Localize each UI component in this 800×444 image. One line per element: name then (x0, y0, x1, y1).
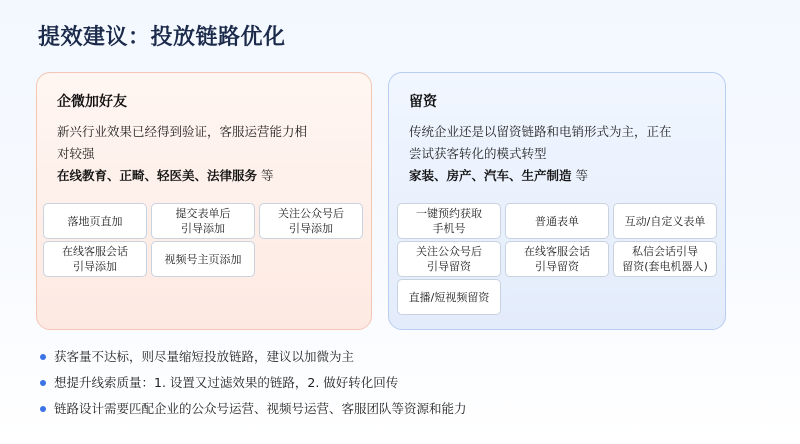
panel-description (57, 121, 357, 187)
tag-line: 在线客服会话 (62, 245, 128, 258)
tag-line: 引导留资 (535, 260, 579, 273)
tag-form-submit-guide (151, 203, 255, 239)
tag-dm-bot-lead (613, 241, 717, 277)
panel-title: 留资 (409, 94, 437, 110)
recommendation-item: 链路设计需要匹配企业的公众号运营、视频号运营、客服团队等资源和能力 (40, 396, 467, 422)
recommendation-item: 获客量不达标，则尽量缩短投放链路，建议以加微为主 (40, 344, 467, 370)
desc-line: 尝试获客转化的模式转型 (409, 146, 547, 161)
tag-online-service-lead (505, 241, 609, 277)
industries: 家装、房产、汽车、生产制造 (409, 168, 572, 183)
industries: 在线教育、正畸、轻医美、法律服务 (57, 168, 258, 183)
tag-line: 引导添加 (289, 222, 333, 235)
panel-wecom-add-friend (36, 72, 372, 330)
tag-online-service-guide (43, 241, 147, 277)
tag-line: 关注公众号后 (416, 245, 482, 258)
tag-line: 互动/自定义表单 (624, 214, 706, 228)
desc-line: 对较强 (57, 146, 95, 161)
panel-title: 企微加好友 (57, 94, 127, 110)
industry-line (409, 165, 719, 187)
industries-suffix: 等 (571, 168, 588, 183)
tag-line: 引导留资 (427, 260, 471, 273)
tag-line: 在线客服会话 (524, 245, 590, 258)
desc-line: 传统企业还是以留资链路和电销形式为主，正在 (409, 124, 672, 139)
tag-follow-account-guide (259, 203, 363, 239)
industry-line (57, 165, 357, 187)
tag-follow-account-lead (397, 241, 501, 277)
tag-line: 引导添加 (181, 222, 225, 235)
industries-suffix: 等 (257, 168, 274, 183)
tag-line: 留资(套电机器人) (622, 260, 708, 273)
recommendation-list (40, 344, 467, 422)
tag-line: 引导添加 (73, 260, 117, 273)
tag-line: 提交表单后 (175, 207, 231, 220)
tag-one-click-booking (397, 203, 501, 239)
desc-line: 新兴行业效果已经得到验证，客服运营能力相 (57, 124, 308, 139)
tag-line: 普通表单 (535, 214, 579, 228)
tag-line: 一键预约获取 (416, 207, 482, 220)
tag-live-video-lead (397, 279, 501, 315)
page-title: 提效建议：投放链路优化 (38, 25, 286, 50)
tag-regular-form (505, 203, 609, 239)
tag-landing-page-direct (43, 203, 147, 239)
tag-line: 关注公众号后 (278, 207, 344, 220)
tag-line: 落地页直加 (67, 214, 123, 228)
panel-lead-capture (388, 72, 726, 330)
recommendation-item: 想提升线索质量：1. 设置又过滤效果的链路，2. 做好转化回传 (40, 370, 467, 396)
tag-channels-homepage-add (151, 241, 255, 277)
tag-interactive-form (613, 203, 717, 239)
tag-line: 直播/短视频留资 (408, 290, 490, 304)
tag-line: 手机号 (432, 222, 466, 235)
panel-description (409, 121, 719, 187)
tag-line: 视频号主页添加 (164, 252, 242, 266)
tag-line: 私信会话引导 (632, 245, 698, 258)
